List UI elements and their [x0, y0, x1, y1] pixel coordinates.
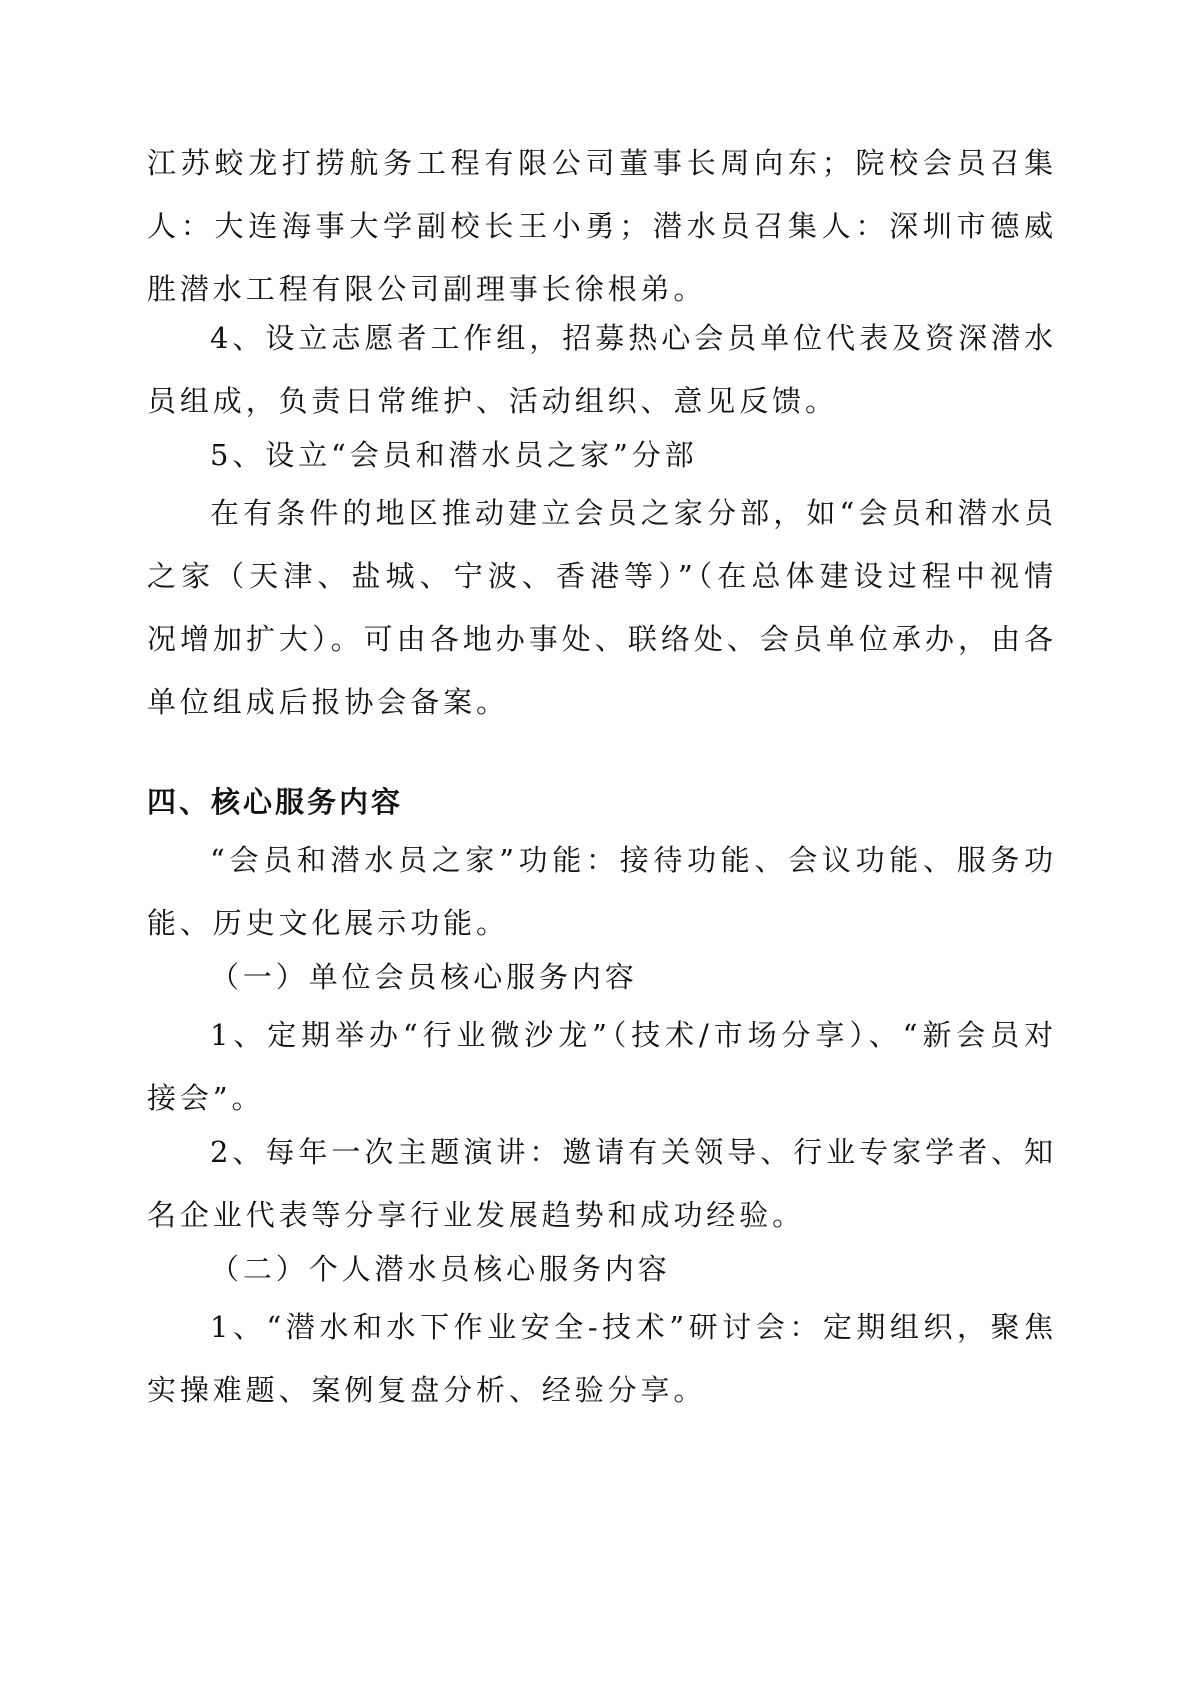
subheading-diver-services: （二）个人潜水员核心服务内容	[210, 1252, 671, 1286]
paragraph-volunteer-group: 4、设立志愿者工作组，招募热心会员单位代表及资深潜水员组成，负责日常维护、活动组织、意见反馈。	[147, 321, 1057, 418]
paragraph-salon: 1、定期举办“行业微沙龙”（技术/市场分享）、“新会员对接会”。	[147, 1018, 1057, 1115]
paragraph-branch-detail: 在有条件的地区推动建立会员之家分部，如“会员和潜水员之家（天津、盐城、宁波、香港等）”（在总体建设过程中视情况增加扩大）。可由各地办事处、联络处、会员单位承办，由各单位组成后报协会备案。	[147, 496, 1057, 719]
paragraph-keynote: 2、每年一次主题演讲：邀请有关领导、行业专家学者、知名企业代表等分享行业发展趋势和成功经验。	[147, 1135, 1057, 1232]
subheading-unit-member-services: （一）单位会员核心服务内容	[210, 960, 638, 994]
paragraph-convener-list: 江苏蛟龙打捞航务工程有限公司董事长周向东；院校会员召集人：大连海事大学副校长王小勇；潜水员召集人：深圳市德威胜潜水工程有限公司副理事长徐根弟。	[147, 146, 1057, 306]
paragraph-safety-seminar: 1、“潜水和水下作业安全-技术”研讨会：定期组织，聚焦实操难题、案例复盘分析、经验分享。	[147, 1310, 1057, 1407]
paragraph-home-functions: “会员和潜水员之家”功能：接待功能、会议功能、服务功能、历史文化展示功能。	[147, 843, 1057, 940]
paragraph-branch-title: 5、设立“会员和潜水员之家”分部	[210, 438, 698, 472]
section-heading-core-services: 四、核心服务内容	[147, 785, 404, 819]
